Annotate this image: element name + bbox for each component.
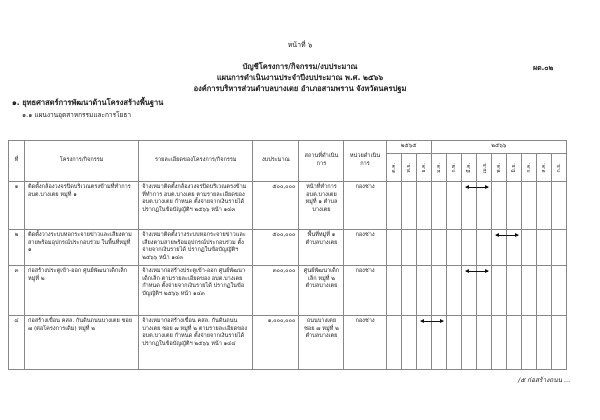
table-row: [9, 316, 567, 370]
month-cell: [551, 182, 566, 230]
month-cell: [521, 316, 536, 370]
month-label: มี.ค.: [465, 162, 472, 173]
month-cell: [386, 266, 401, 316]
month-cell: [506, 316, 521, 370]
month-cell: [416, 316, 431, 370]
row-budget: ๓๐๐,๐๐๐: [253, 266, 299, 316]
month-cell: [461, 316, 476, 370]
col-header-project: โครงการ/กิจกรรม: [25, 141, 139, 182]
month-cell: [431, 182, 446, 230]
table-body: [9, 182, 567, 370]
month-cell: [416, 230, 431, 266]
month-cell: [386, 316, 401, 370]
continuation-note: /๕ ก่อสร้างถนน ...: [518, 376, 571, 384]
month-cell: [551, 266, 566, 316]
month-cell: [431, 266, 446, 316]
month-label: พ.ย.: [405, 162, 412, 173]
table-row: [9, 230, 567, 266]
month-label: เม.ย.: [481, 161, 488, 174]
row-project: ก่อสร้างประตูเข้า-ออก ศูนย์พัฒนาเด็กเล็ก หมู่ที่ ๒: [25, 266, 139, 316]
col-header-location: สถานที่ดำเนินการ: [299, 141, 344, 182]
month-label: ม.ค.: [435, 162, 442, 173]
month-header: [551, 154, 566, 182]
month-label: ก.ย.: [555, 162, 562, 173]
month-header: [401, 154, 416, 182]
row-location: ถนนบางเตย ซอย ๗ หมู่ที่ ๒ ตำบลบางเตย: [299, 316, 344, 370]
row-project: ก่อสร้างเขื่อน คสล. กันดินถนนบางเตย ซอย ๗ (ต่อโครงการเดิม) หมู่ที่ ๒: [25, 316, 139, 370]
month-header: [536, 154, 551, 182]
row-details: จ้างเหมาติดตั้งกล้องวงจรปิดบริเวณตรงข้ามที่ทำการ อบต.บางเตย ตามรายละเอียดของ อบต.บางเตย กำหนด ตั้งจ่ายจากเงินรายได้ ปรากฏในข้อบัญญัติฯ ๒๕๖๖ หน้า ๑๔๓: [139, 182, 253, 230]
month-cell: [446, 182, 461, 230]
row-unit: กองช่าง: [344, 182, 386, 230]
month-cell: [506, 266, 521, 316]
month-header: [521, 154, 536, 182]
month-cell: [386, 182, 401, 230]
month-cell: [536, 266, 551, 316]
month-cell: [461, 266, 476, 316]
row-details: จ้างเหมาติดตั้งวางระบบหอกระจายข่าวและเสียงตามสายพร้อมอุปกรณ์ประกอบร่วม ตั้งจ่ายจากเงินรายได้ ปรากฏในข้อบัญญัติฯ ๒๕๖๖ หน้า ๑๔๓: [139, 230, 253, 266]
row-project: ติดตั้งวางระบบหอกระจายข่าวและเสียงตามสายพร้อมอุปกรณ์ประกอบร่วม ในพื้นที่หมู่ที่ ๑: [25, 230, 139, 266]
month-label: ต.ค.: [390, 162, 397, 173]
organization-name: องค์การบริหารส่วนตำบลบางเตย อำเภอสามพราน จังหวัดนครปฐม: [193, 84, 407, 93]
month-header: [386, 154, 401, 182]
month-cell: [461, 182, 476, 230]
month-cell: [476, 316, 491, 370]
month-cell: [491, 316, 506, 370]
project-table: [8, 140, 567, 370]
strategy-heading: ๑. ยุทธศาสตร์การพัฒนาด้านโครงสร้างพื้นฐาน: [12, 98, 164, 107]
document-title: บัญชีโครงการ/กิจกรรม/งบประมาณ: [242, 62, 358, 71]
month-header: [476, 154, 491, 182]
col-header-no: ที่: [9, 141, 25, 182]
month-cell: [401, 230, 416, 266]
col-header-details: รายละเอียดของโครงการ/กิจกรรม: [139, 141, 253, 182]
row-number: ๓: [9, 266, 25, 316]
month-header: [491, 154, 506, 182]
row-number: ๔: [9, 316, 25, 370]
month-cell: [446, 266, 461, 316]
month-cell: [461, 230, 476, 266]
month-header: [461, 154, 476, 182]
table-row: [9, 182, 567, 230]
month-cell: [446, 230, 461, 266]
month-label: พ.ค.: [495, 162, 502, 173]
month-cell: [506, 230, 521, 266]
row-budget: ๑,๐๐๐,๐๐๐: [253, 316, 299, 370]
col-header-budget: งบประมาณ: [253, 141, 299, 182]
month-cell: [401, 182, 416, 230]
month-cell: [551, 316, 566, 370]
row-budget: ๕๐๐,๐๐๐: [253, 182, 299, 230]
month-cell: [536, 230, 551, 266]
month-label: ธ.ค.: [420, 162, 427, 173]
row-location: หน้าที่ทำการ อบต.บางเตย หมู่ที่ ๑ ตำบลบางเตย: [299, 182, 344, 230]
month-cell: [521, 182, 536, 230]
month-cell: [521, 266, 536, 316]
month-cell: [536, 182, 551, 230]
month-cell: [521, 230, 536, 266]
month-label: มิ.ย.: [510, 162, 517, 173]
row-location: พื้นที่หมู่ที่ ๑ ตำบลบางเตย: [299, 230, 344, 266]
row-location: ศูนย์พัฒนาเด็กเล็ก หมู่ที่ ๒ ตำบลบางเตย: [299, 266, 344, 316]
month-label: ก.พ.: [450, 162, 457, 173]
row-number: ๒: [9, 230, 25, 266]
month-label: ก.ค.: [525, 162, 532, 173]
col-header-unit: หน่วยดำเนินการ: [344, 141, 386, 182]
month-cell: [551, 230, 566, 266]
month-cell: [431, 316, 446, 370]
month-cell: [416, 266, 431, 316]
document-subtitle: แผนการดำเนินงานประจำปีงบประมาณ พ.ศ. ๒๕๖๖: [216, 73, 384, 82]
row-unit: กองช่าง: [344, 266, 386, 316]
month-cell: [431, 230, 446, 266]
month-header: [416, 154, 431, 182]
form-code: ผด.๐๒: [533, 64, 554, 72]
plan-heading: ๑.๑ แผนงานอุตสาหกรรมและการโยธา: [22, 111, 131, 119]
month-cell: [401, 266, 416, 316]
month-cell: [491, 266, 506, 316]
row-number: ๑: [9, 182, 25, 230]
month-cell: [491, 230, 506, 266]
month-cell: [476, 266, 491, 316]
year-header-2565: ๒๕๖๕: [386, 141, 431, 154]
page-number: หน้าที่ ๖: [287, 41, 313, 49]
month-cell: [491, 182, 506, 230]
row-unit: กองช่าง: [344, 230, 386, 266]
month-cell: [476, 182, 491, 230]
year-header-2566: ๒๕๖๖: [431, 141, 566, 154]
month-cell: [446, 316, 461, 370]
month-cell: [401, 316, 416, 370]
month-cell: [386, 230, 401, 266]
row-project: ติดตั้งกล้องวงจรปิดบริเวณตรงข้ามที่ทำการ อบต.บางเตย หมู่ที่ ๑: [25, 182, 139, 230]
month-cell: [506, 182, 521, 230]
row-details: จ้างเหมาก่อสร้างเขื่อน คสล. กันดินถนนบางเตย ซอย ๗ หมู่ที่ ๒ ตามรายละเอียดของ อบต.บางเตย กำหนด ตั้งจ่ายจากเงินรายได้ ปรากฏในข้อบัญญัติฯ ๒๕๖๖ หน้า ๑๔๔: [139, 316, 253, 370]
row-details: จ้างเหมาก่อสร้างประตูเข้า-ออก ศูนย์พัฒนาเด็กเล็ก ตามรายละเอียดของ อบต.บางเตย กำหนด ตั้งจ่ายจากเงินรายได้ ปรากฏในข้อบัญญัติฯ ๒๕๖๖ หน้า ๑๔๓: [139, 266, 253, 316]
month-label: ส.ค.: [540, 162, 547, 173]
month-cell: [416, 182, 431, 230]
month-header: [446, 154, 461, 182]
month-header: [506, 154, 521, 182]
table-row: [9, 266, 567, 316]
row-unit: กองช่าง: [344, 316, 386, 370]
header-row-years: [9, 141, 567, 154]
month-cell: [476, 230, 491, 266]
row-budget: ๕๐๐,๐๐๐: [253, 230, 299, 266]
month-header: [431, 154, 446, 182]
month-cell: [536, 316, 551, 370]
